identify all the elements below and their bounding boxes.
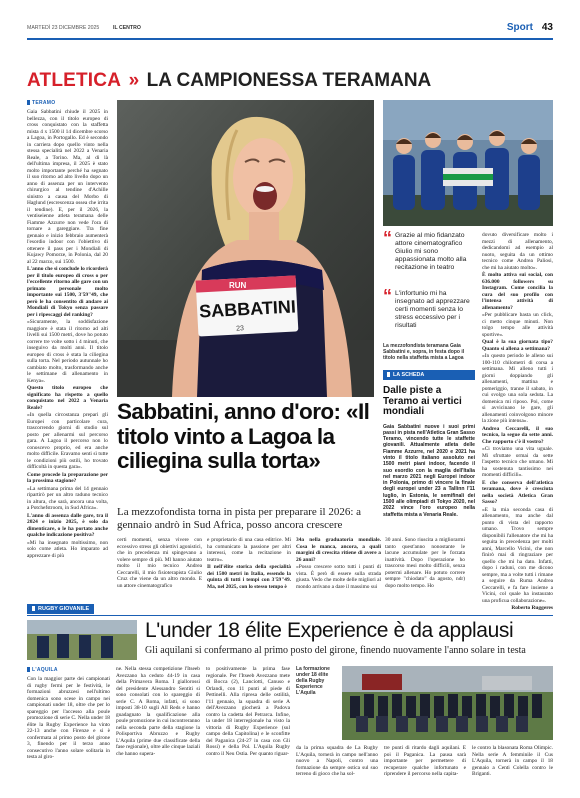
rugby-caption: La formazione under 18 élite della Rugby Experience L'Aquila: [296, 666, 330, 696]
pull-quote-2: [383, 286, 475, 330]
answer-2: «In quella circostanza prepari gli Europei con particolare cura, trascorrendo giorni di studio sul posto per allenarmi sul percorso gara. A Lagoa il percorso non lo conoscevo proprio, ed era anche molto difficile. Eravamo senti sì tutte le condizioni più ostili, ho trovato difficoltà in questa gara».: [27, 412, 108, 470]
article1-col7-text: dovuto diversificare molto i mezzi di allenamento, dedicandomi ad esempio al nuoto, seguita da un ottimo tecnico come Andrea Paliosi, che mi ha aiutato molto».: [482, 232, 553, 271]
article2-col1: Con la maggior parte dei campionati di rugby fermi per le festività, le formazioni abruzzesi nell'ultimo domenica sono scese in campo nei campionati under 18, oltre che per lo spareggio per l'accesso alla poule promozione di serie C. Nella under 18 élite la Rugby Experience ha vinto 22-13 anche con Firenze e si è confermata al primo posto del girone 3, finendo per il terzo anno consecutivo l'anno solare solitaria in testa al giro-: [27, 676, 110, 760]
question-2: Questo titolo europeo che significato ha rispetto a quello conquistato nel 2022 a Venaria Reale?: [27, 385, 108, 411]
article1-col4-text: «Posso crescere sotto tutti i punti di vista. È però di essere sulla strada giusta. Vedo che molte delle migliori al mondo arrivano a dare il massimo sui: [296, 564, 381, 590]
quote-marks-icon: “: [383, 286, 392, 306]
answer-9: «E la mia seconda casa di allenamento, ma anche dal punto di vista del rapporto umano. Trovo sempre disponibili l'allenatore che mi ha seguita in precedenza per molti anni, Marcello Vicini, che non finirò mai di ringraziare per quello che mi ha dato. Infatti, dopo i raduni, con me dicono sempre, ma a volte tutti i rimane a seguire da Ruma Andrea Ceccarelli, e fa fare insieme a Vicini, col quale ha instaurato una proficua collaborazione».: [482, 506, 553, 604]
headline1-subtitle: La mezzofondista torna in pista per preparare il 2026: a gennaio andrò in Sud Africa, posso ancora crescere: [117, 506, 362, 531]
headline2-title: L'under 18 élite Experience è da applausi: [145, 619, 514, 642]
article1-col4: [296, 537, 381, 595]
question-3: Come procede la preparazione per la prossima stagione?: [27, 471, 108, 484]
scheda-label: [383, 370, 475, 380]
scheda-label-text: LA SCHEDA: [393, 372, 425, 378]
article2-col6: le contro la blasonata Roma Olimpic. Nella serie A femminile il Cus L'Aquila, tornerà in campo il 18 gennaio a Centi Colella contro le Briganti.: [472, 745, 553, 777]
rugby-rule: [27, 615, 553, 616]
question-5: Il nell'élite storica della specialità dei 1500 metri in Italia, essendo la quinta di tutti i tempi con 3'59"49. Ma, nel 2025, con lo stesso tempo è: [207, 564, 291, 590]
header-rule: [27, 38, 553, 40]
banner: [27, 70, 553, 92]
article1-col3-text: e proprietario di una casa editrice. Mi ha comunicato la passione per altri interessi, come la recitazione in teatro».: [207, 537, 291, 563]
answer-6: «Per pubblicare basta un click, ci metto cinque minuti. Non tolgo tempo alle attività sportive».: [482, 312, 553, 338]
header-section: Sport: [506, 22, 533, 33]
banner-category: ATLETICA: [27, 70, 122, 91]
header-page: 43: [541, 22, 553, 33]
article2-col3: to positivamente la prima fase regionale. Per l'Itseeb Avezzano mete di Bocca (2), Lanciotti, Canuso e Orlandi, con 11 punti al piede di Pettinelli. Alla ripresa delle ostilità, l'11 gennaio, la squadra di serie A dell'Avezzano giocherà a Padova contro la cadetta del Petrarca. Infine, la under 18 interregionale ha visto la vittoria di Rugby Experience (sul campo della Capitolina) e le sconfitte del Paganica (24-27 in casa con Gli Rossi) e della Pol. L'Aquila Rugby contro il Neu Ostia. Per quanto riguar-: [206, 666, 290, 757]
article1-col2: certi momenti, senza vivere con eccessivo stress gli obiettivi agonistici, che in precedenza mi spingevano a volere sempre di più. Ml hanno aiutato molto il mio tecnico Andrea Ceccarelli, il mio fisioterapista Giulio Cruz che viene da un altro mondo. E un attore cinematografico: [117, 537, 202, 589]
tag-marker-icon: [32, 606, 35, 611]
article2-col5: tre punti di ritardo dagli aquilani. E poi il Paganica. La pausa sarà importante per permettere di recuperare qualche infortunato e riprendere il percorso nella capita-: [384, 745, 466, 777]
rugby-team-photo: [342, 666, 553, 740]
bib-name-text: SABBATINI: [198, 296, 297, 322]
sabbatini-photo-art: [117, 100, 374, 397]
team-photo: [383, 100, 553, 226]
question-1: L'anno che si conclude lo ricorderà per il titolo europeo di cross o per l'eccellente ritorno alle gare con un primato personale molto importante sui 1500, 3'59"49, che però le ha consentito di andare ai Mondiali di Tokyo senza passare per i ripescaggi del ranking?: [27, 266, 109, 318]
header-date: MARTEDÌ 23 DICEMBRE 2025: [27, 25, 100, 31]
headline1-title: Sabbatini, anno d'oro: «Il titolo vinto a Lagoa la ciliegina sulla torta»: [117, 399, 370, 473]
question-6: È molto attiva sui social, con 636.000 followers su Instagram. Come concilia la cura del suo profilo con l'intensa attività di allenamento?: [482, 272, 553, 311]
sabbatini-photo: [117, 100, 374, 397]
scheda-body: Gaia Sabbatini nuove i suoi primi passi in pista nell'Atletica Gran Sasso Teramo, vincendo tutte le staffette giovanili. Attualmente atleta delle Fiamme Azzurre, nel 2020 e 2021 ha vinto il titolo italiano assoluto nei 1500 metri piani indoor, facendo il suo esordio con la maglia dell'Italia nel marzo 2021 negli Europei indoor in Polonia, primo di vincere la finale degli europei under 23 a Tallinn l'11 luglio, in Estonia, le semifinali dei 1500 alle olimpiadi di Tokyo 2020, nel 2022 vince l'oro europeo nella staffetta mista a Venaria Reale.: [383, 423, 475, 518]
bib-number-text: 23: [236, 325, 245, 333]
article2-col4: da la prima squadra de La Rugby L'Aquila, tornerà in campo nell'anno nuovo a Napoli, contro una formazione da sempre ostica sul suo terreno di gioco che ha sol-: [296, 745, 378, 777]
banner-arrows: »: [128, 70, 140, 91]
article1-col4-question: 34a nella graduatoria mondiale. Cosa le manca, ancora, a quali margini di crescita ritiene di avere a 26 anni?: [296, 537, 381, 563]
article2-col2: ne. Nella stessa competizione l'Itseeb Avezzano ha ceduto 44-19 in casa della Primavera Roma. I giallorossi del presidente Alessandro Sentiti si sono consolati con lo spareggio di serie C. A Roma, infatti, si sono imposti 38-10 sugli All Reds e hanno guadagnato la qualificazione alla poule promozione in cui incontreranno nella seconda parte della stagione la Polisportiva Abruzzo e Rugby L'Aquila (prime due classificate della fase regionale), oltre alle cinque laziali che hanno supera-: [116, 666, 200, 757]
article1-lead: Gaia Sabbatini chiude il 2025 in bellezza, con il titolo europeo di cross conquistato con la staffetta mista 4 x 1500 il 14 dicembre scorso a Lagoa, in Portogallo. Ed è secondo in carriera dopo quello vinto nella stessa specialità nel 2022 a Venaria Reale, a Torino. Ma, al di là dell'ultima impresa, il 2025 è stato molto importante perché ha segnato il suo ritorno ad alto livello dopo un anno di assenza per un intervento chirurgico al tendine d'Achille sinistro a causa del Morbo di Haglund (escrescenza ossea che irrita il tendine). E, per il 2026, la ventiseienne atleta teramana delle Fiamme Azzurre non vede l'ora di tornare a gareggiare. Tra fine gennaio e inizio febbraio aumenterà l'esordio indoor con l'obiettivo di ottenere il pass per i Mondiali di Kujawy Pomorze, in Polonia, dal 20 al 22 marzo, sui 1500.: [27, 109, 108, 265]
tag-marker-icon: [27, 100, 30, 105]
rugby-tag: [27, 604, 94, 614]
author-name: Roberto Ruggeres: [511, 605, 553, 611]
answer-1: «Sicuramente, la soddisfazione maggiore è stata il ritorno ad alti livelli sui 1500 metri, dove ho potuto correre tre volte sotto i 4 minuti, che inseguivo da molti anni. Il titolo europeo di cross è stata la ciliegina sulla torta. Nel periodo autunnale ho cambiato molto, trasformando anche le settimane di allenamento in Kenya».: [27, 319, 108, 384]
photo-caption: La mezzofondista teramana Gaia Sabbatini e, sopra, in festa dopo il titolo nella staffetta mista a Lagoa: [383, 343, 465, 361]
article-tag-text: TERAMO: [32, 100, 56, 106]
pull-quote-2-text: L'infortunio mi ha insegnato ad apprezzare certi momenti senza lo stress eccessivo per i risultati: [395, 290, 470, 329]
answer-3: «La settimana prima del 14 gennaio ripartirò per un altro raduno tecnico in altura, che sarà, ancora una volta, a Potchefstroom, in Sud Africa».: [27, 485, 108, 511]
header-paper: IL CENTRO: [113, 25, 141, 31]
answer-7: «In questo periodo le alleno sui 100-110 chilometri di corsa a settimana. Mi alleno tutti i giorni doppiando gli allenamenti, mattina e pomeriggio, tranne il sabato, in cui svolgo una sola seduta. La domenica mi riposo. Poi, come si avvicinano le gare, gli allenamenti coinvolgono minore la zione più intensa».: [482, 353, 553, 424]
answer-4: «Mi ha insegnato moltissimo, non solo come atleta. Ho imparato ad apprezzare di più: [27, 539, 108, 559]
article1-col3: [207, 537, 291, 595]
scheda-title: Dalle piste a Teramo ai vertici mondiali: [383, 385, 462, 417]
team-photo-art: [383, 100, 553, 226]
page-header: [27, 22, 553, 36]
article2-place-text: L'AQUILA: [32, 667, 58, 673]
article2-place: [27, 667, 58, 673]
headline2-subtitle: Gli aquilani si confermano al primo posto del girone, finendo nuovamente l'anno solare in testa: [145, 645, 526, 656]
banner-title: LA CAMPIONESSA TERAMANA: [146, 70, 432, 91]
pull-quote-1-text: Grazie al mio fidanzato attore cinematografico Giulio mi sono appassionata molto alla recitazione in teatro: [395, 232, 467, 271]
bib-top-text: RUN: [229, 281, 247, 290]
article1-col1: [27, 109, 108, 594]
article1-col6: 30 anni. Sono riuscita a migliorarmi tanto quest'anno nonostante le lacune accumulate per le forzata inattività. Dopo l'operazione ho trascorso mesi molto difficili, senza potermi allenare. Ho potuto correre sempre "chiodato" da agosto, ndr) dopo molto tempo. Ho: [385, 537, 465, 589]
question-8: Andrea Ceccarelli, il suo tecnico, la segue da sette anni. Che rapporto c'è il vostro?: [482, 425, 553, 445]
question-9: E che conserva dell'atletica teramana, dove è cresciuta nella società Atletica Gran Sasso?: [482, 479, 553, 505]
question-4: L'anno di assenza dalle gare, tra il 2024 e inizio 2025, è solo da dimenticare, o le ha portato anche qualche indicazione positiva?: [27, 512, 108, 538]
rugby-team-photo-art: [342, 666, 553, 740]
rugby-photo-small-art: [27, 620, 137, 660]
rugby-photo-small: [27, 620, 137, 660]
scheda-marker-icon: [387, 372, 390, 377]
article1-col7: [482, 232, 553, 611]
question-7: Qual è la sua giornata tipo? Quanto si allena a settimana?: [482, 339, 553, 352]
pull-quote-1: [383, 228, 475, 272]
rugby-tag-text: RUGBY GIOVANILE: [38, 606, 90, 612]
article-tag: [27, 100, 55, 106]
answer-8: «Ci troviamo una vita uguale. Mi sfruttate ormai da sette l'aspetto tecnico che umano. Mi ha sostenuta tantissimo nei momenti difficili».: [482, 446, 553, 478]
quote-marks-icon: “: [383, 228, 392, 248]
tag-marker-icon: [27, 667, 30, 672]
